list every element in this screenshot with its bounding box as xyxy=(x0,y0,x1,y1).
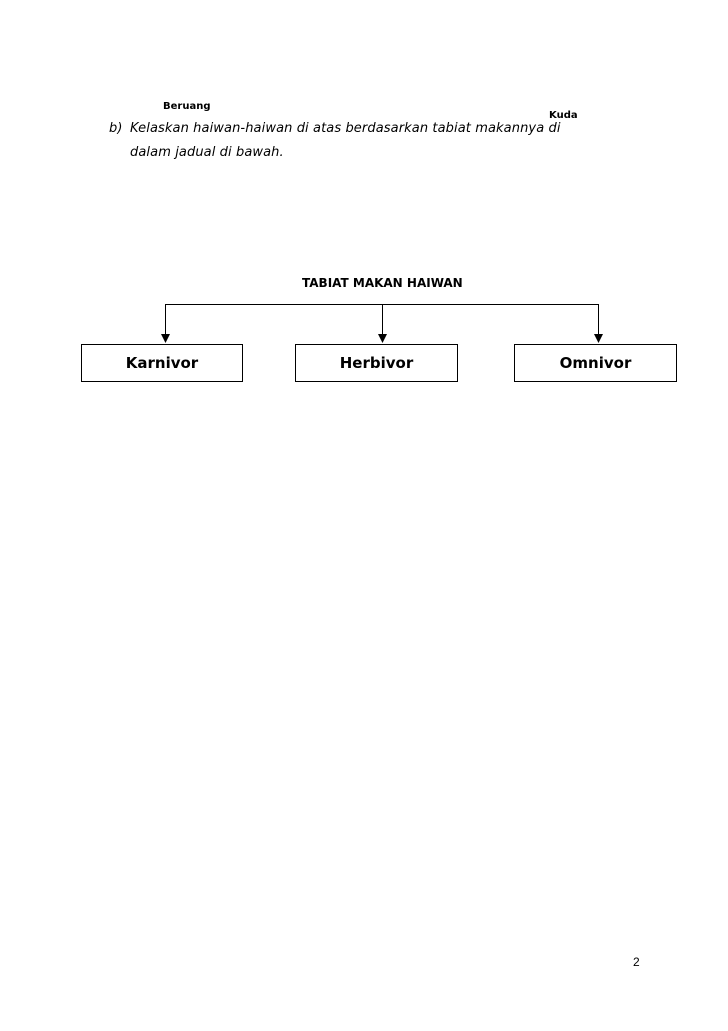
question-marker: b) xyxy=(109,121,123,136)
category-box-karnivor xyxy=(81,344,243,382)
page-number: 2 xyxy=(633,955,640,969)
category-label-herbivor: Herbivor xyxy=(339,354,414,372)
arrow-karnivor-icon xyxy=(161,334,170,343)
arrow-herbivor-icon xyxy=(378,334,387,343)
category-box-herbivor xyxy=(295,344,458,382)
arrow-omnivor-icon xyxy=(594,334,603,343)
question-text-line-1: Kelaskan haiwan-haiwan di atas berdasarkan tabiat makannya di xyxy=(130,121,561,136)
image-label-kuda: Kuda xyxy=(549,110,578,121)
image-label-beruang: Beruang xyxy=(163,101,211,112)
category-label-karnivor: Karnivor xyxy=(125,354,199,372)
category-label-omnivor: Omnivor xyxy=(559,354,632,372)
category-box-omnivor xyxy=(514,344,677,382)
question-text-line-2: dalam jadual di bawah. xyxy=(130,145,284,160)
diagram-title: TABIAT MAKAN HAIWAN xyxy=(302,276,463,290)
